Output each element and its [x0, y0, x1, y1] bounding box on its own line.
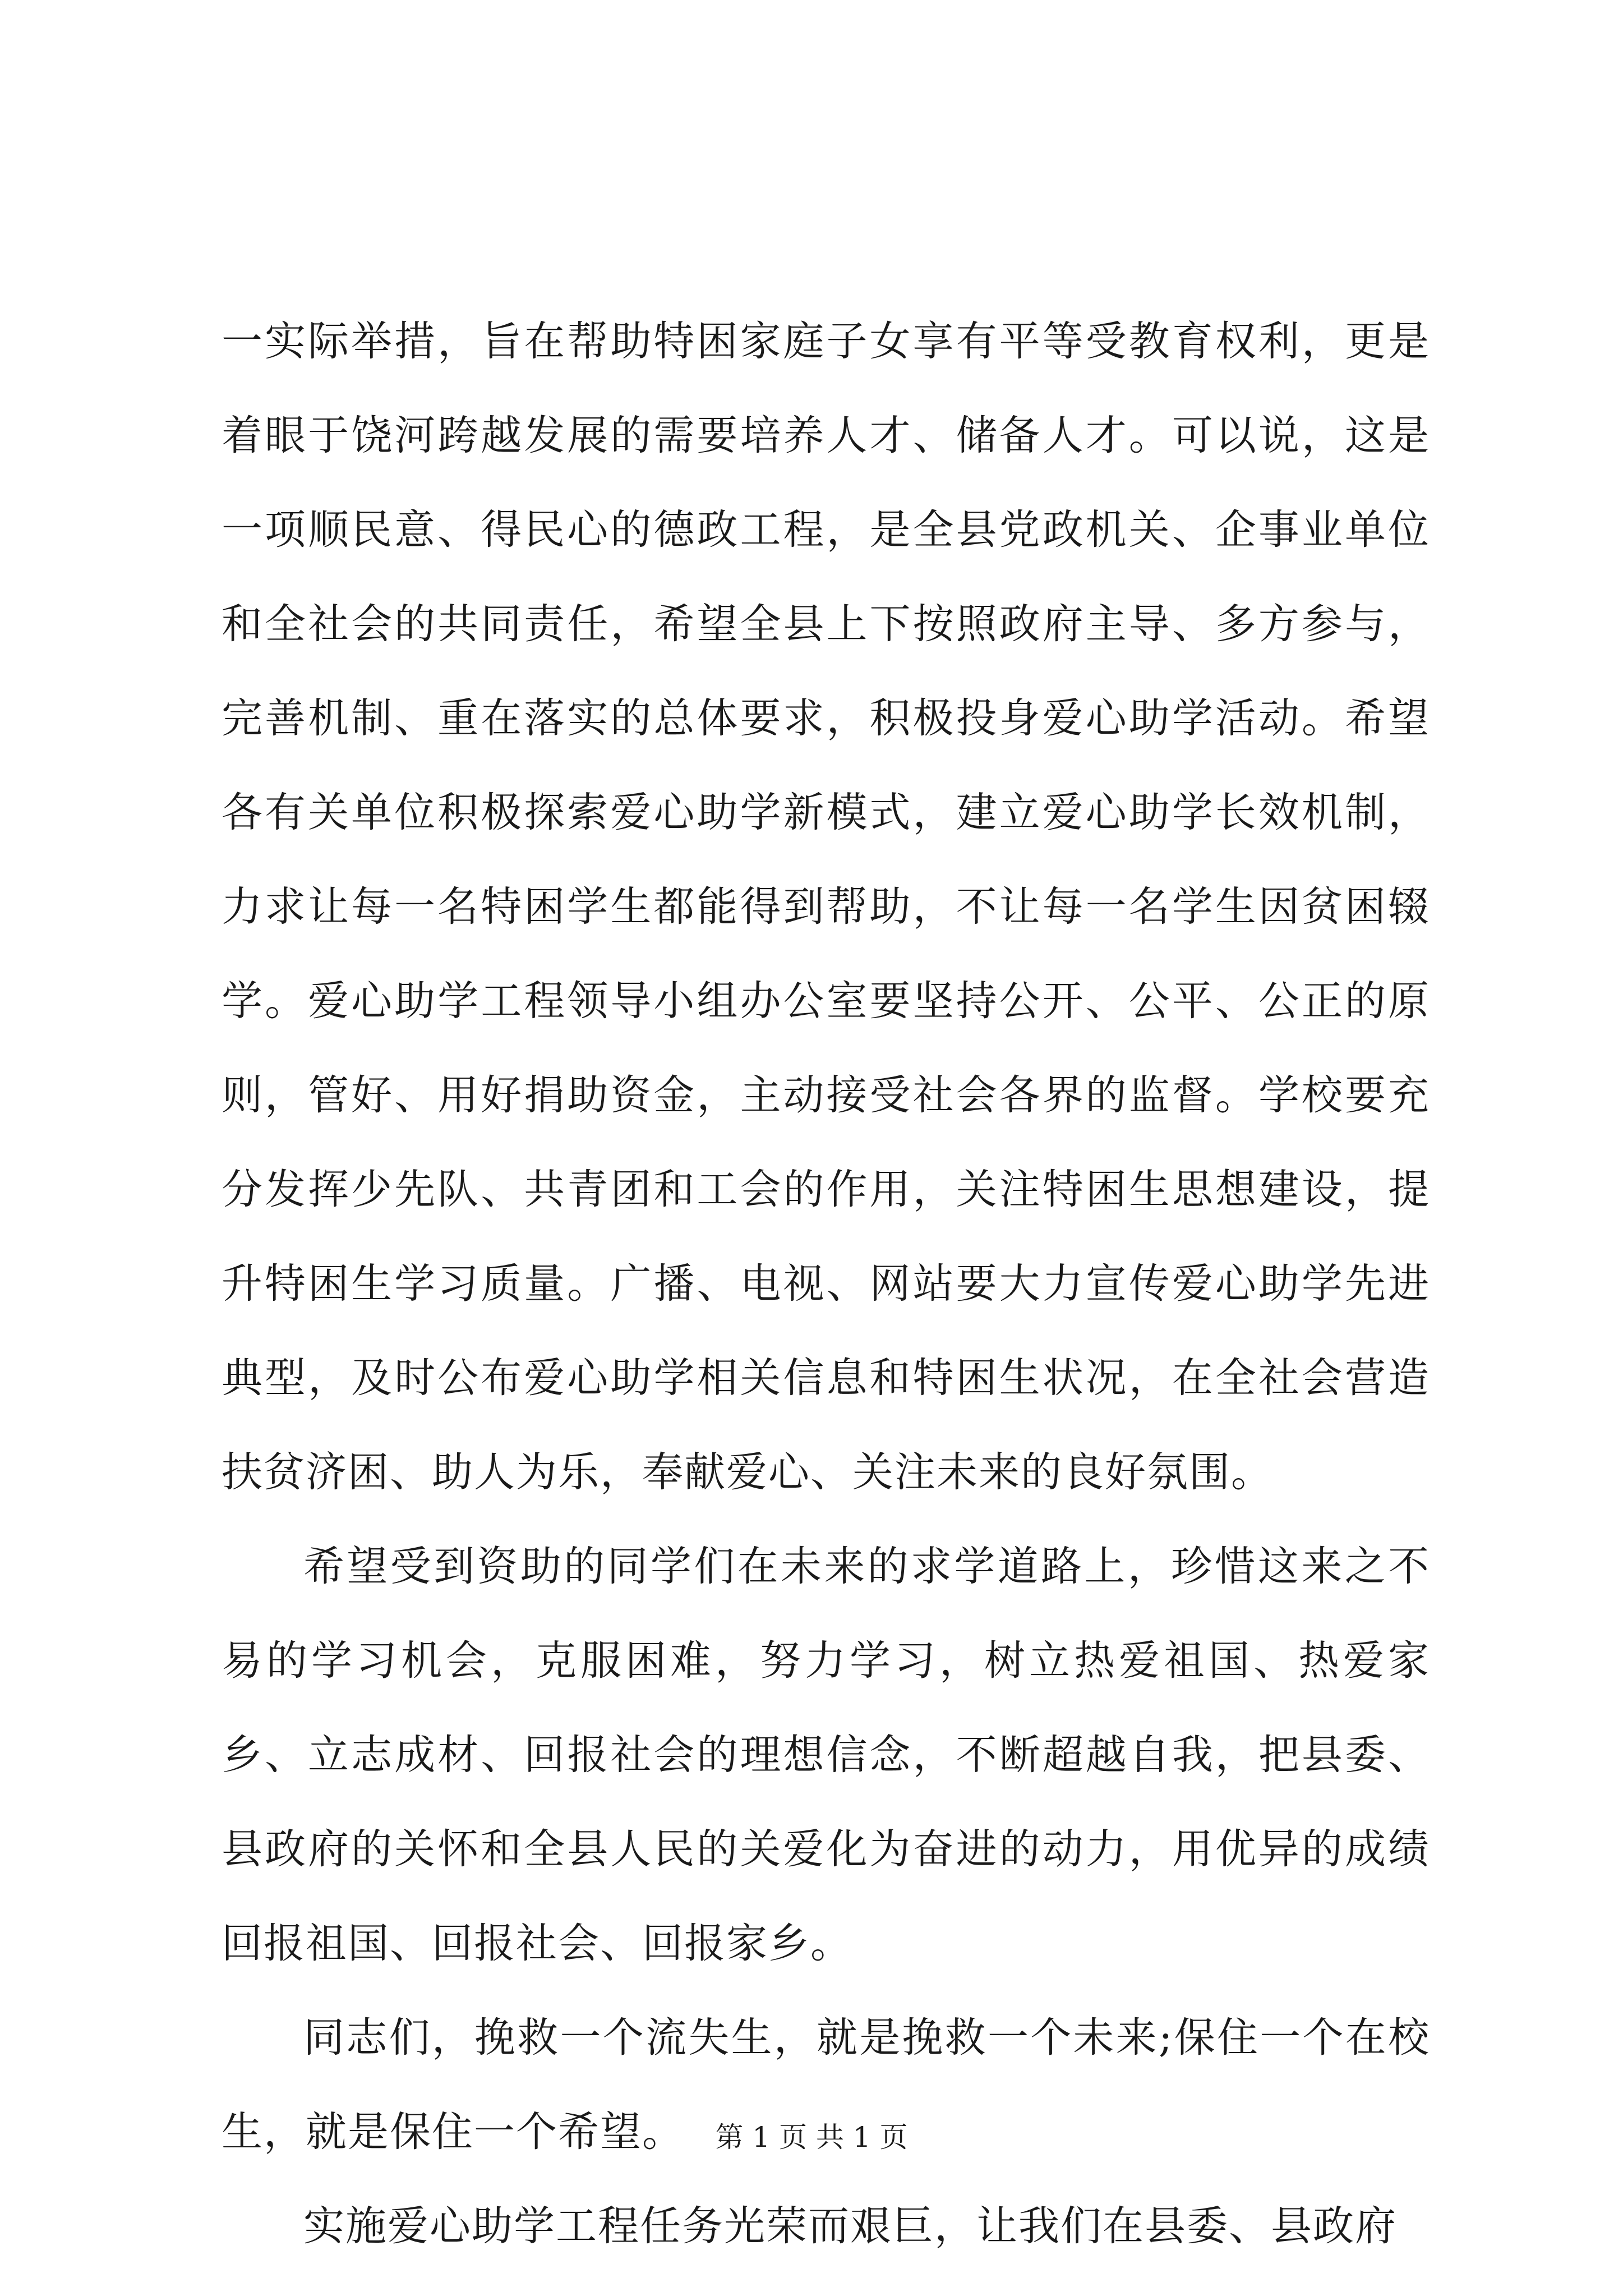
paragraph-4: 实施爱心助学工程任务光荣而艰巨，让我们在县委、县政府 [303, 2202, 1397, 2250]
paragraph-1: 一实际举措，旨在帮助特困家庭子女享有平等受教育权利，更是着眼于饶河跨越发展的需要培养人才、储备人才。可以说，这是一项顺民意、得民心的德政工程，是全县党政机关、企事业单位和全社会的共同责任，希望全县上下按照政府主导、多方参与，完善机制、重在落实的总体要求，积极投身爱心助学活动。希望各有关单位积极探索爱心助学新模式，建立爱心助学长效机制，力求让每一名特困学生都能得到帮助，不让每一名学生因贫困辍学。爱心助学工程领导小组办公室要坚持公开、公平、公正的原则，管好、用好捐助资金，主动接受社会各界的监督。学校要充分发挥少先队、共青团和工会的作用，关注特困生思想建设，提升特困生学习质量。广播、电视、网站要大力宣传爱心助学先进典型，及时公布爱心助学相关信息和特困生状况，在全社会营造扶贫济困、助人为乐，奉献爱心、关注未来的良好氛围。 [222, 318, 1430, 1496]
paragraph-3: 同志们，挽救一个流失生，就是挽救一个未来;保住一个在校生，就是保住一个希望。 [222, 2014, 1430, 2156]
body-text [222, 295, 1430, 2274]
paragraph-2: 希望受到资助的同学们在未来的求学道路上，珍惜这来之不易的学习机会，克服困难，努力学习，树立热爱祖国、热爱家乡、立志成材、回报社会的理想信念，不断超越自我，把县委、县政府的关怀和全县人民的关爱化为奋进的动力，用优异的成绩回报祖国、回报社会、回报家乡。 [222, 1543, 1430, 1967]
page-footer: 第 1 页 共 1 页 [715, 2121, 908, 2154]
